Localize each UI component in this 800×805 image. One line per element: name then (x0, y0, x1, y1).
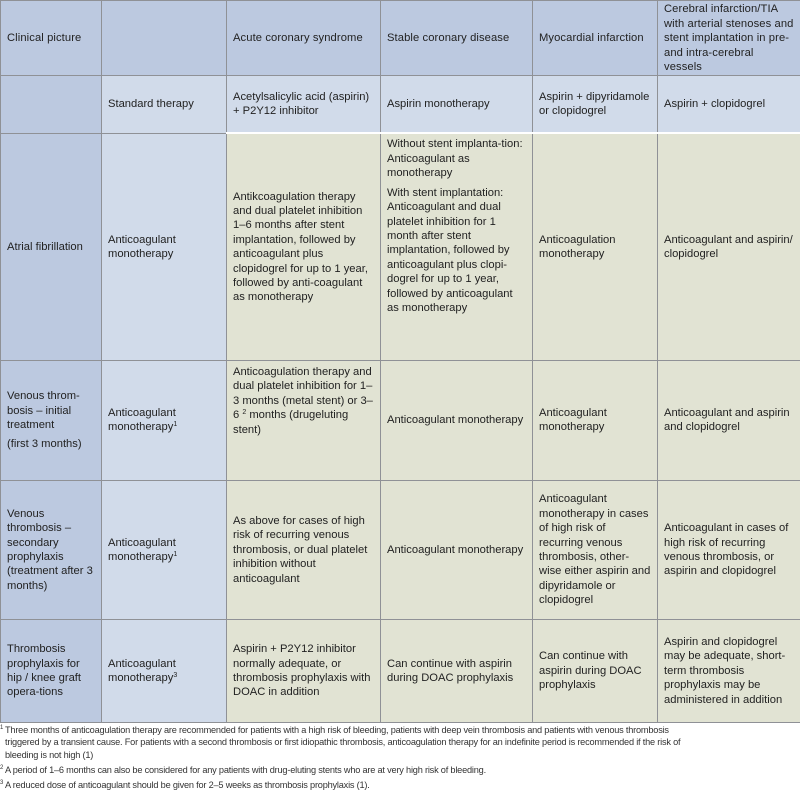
stable-cell: Anticoagulant monotherapy (381, 480, 533, 619)
table-row (1, 619, 800, 722)
footnote-ref: 2 (242, 409, 247, 417)
header-cerebral-infarction: Cerebral infarction/TIA with arterial stenoses and stent implantation in pre- and intra-cerebral vessels (658, 1, 800, 76)
clinical-picture-venous-initial (1, 360, 102, 480)
acs-cell: Antikcoagulation therapy and dual platelet inhibition 1–6 months after stent implantation, followed by anticoagulant plus clopidogrel for up to 1 year, followed by anti-coagulant as monotherapy (227, 133, 381, 360)
footnote-mark: 1 (0, 725, 4, 731)
standard-cell: Anticoagulant monotherapy (102, 133, 227, 360)
cerebral-cell: Anticoagulant and aspirin and clopidogrel (658, 360, 800, 480)
mi-cell: Can continue with aspirin during DOAC prophylaxis (533, 619, 658, 722)
standard-mi: Aspirin + dipyridamole or clopidogrel (533, 75, 658, 133)
footnote-mark: 3 (0, 780, 4, 787)
header-stable-coronary-disease: Stable coronary disease (381, 1, 533, 76)
standard-stable: Aspirin monotherapy (381, 75, 533, 133)
standard-acs: Acetylsalicylic acid (aspirin) + P2Y12 inhibitor (227, 75, 381, 133)
clinical-picture-label: Venous throm-bosis – initial treatment (7, 390, 80, 431)
footnote-mark: 2 (0, 764, 4, 771)
header-blank (102, 1, 227, 76)
clinical-picture-thrombosis-prophylaxis: Thrombosis prophylaxis for hip / knee graft opera-tions (1, 619, 102, 722)
row-label-blank (1, 75, 102, 133)
acs-cell: Aspirin + P2Y12 inhibitor normally adequate, or thrombosis prophylaxis with DOAC in addition (227, 619, 381, 722)
footnote-text: Three months of anticoagulation therapy are recommended for patients with a high risk of bleeding, patients with deep vein thrombosis and patients with venous thrombosis triggered by a transient cause. For patients with a second thrombosis or first idiopathic thrombosis, anticoagulation therapy for an indefinite period is recommended if the risk of bleeding is not high (1) (5, 725, 681, 760)
standard-cell: Anticoagulant monotherapy$^1$ (102, 360, 227, 480)
footnote-ref: 1 (173, 550, 178, 558)
stable-cell (381, 133, 533, 360)
table-row (1, 360, 800, 480)
stable-cell: Anticoagulant monotherapy (381, 360, 533, 480)
stable-cell: Can continue with aspirin during DOAC prophylaxis (381, 619, 533, 722)
standard-therapy-row (1, 75, 800, 133)
acs-cell: As above for cases of high risk of recurring venous thrombosis, or dual platelet inhibition without anticoagulant (227, 480, 381, 619)
table-row (1, 480, 800, 619)
header-acute-coronary-syndrome: Acute coronary syndrome (227, 1, 381, 76)
clinical-picture-note: (first 3 months) (7, 438, 82, 451)
footnote-ref: 3 (173, 671, 178, 679)
clinical-picture-venous-secondary: Venous thrombosis – secondary prophylaxis (treatment after 3 months) (1, 480, 102, 619)
footnote-text: A period of 1–6 months can also be considered for any patients with drug-eluting stents who are at very high risk of bleeding. (5, 764, 486, 775)
header-myocardial-infarction: Myocardial infarction (533, 1, 658, 76)
mi-cell: Anticoagulation monotherapy (533, 133, 658, 360)
mi-cell: Anticoagulant monotherapy in cases of high risk of recurring venous thrombosis, other-wise either aspirin and dipyridamole or clopidogrel (533, 480, 658, 619)
standard-cell: Anticoagulant monotherapy$^3$ (102, 619, 227, 722)
footnote-2 (0, 764, 800, 776)
clinical-picture-atrial-fibrillation: Atrial fibrillation (1, 133, 102, 360)
cerebral-cell: Anticoagulant and aspirin/ clopidogrel (658, 133, 800, 360)
footnotes (0, 724, 800, 794)
header-row (1, 1, 800, 76)
footnote-ref: 1 (173, 421, 178, 429)
footnote-text: A reduced dose of anticoagulant should be given for 2–5 weeks as thrombosis prophylaxis (1). (5, 780, 370, 791)
header-clinical-picture: Clinical picture (1, 1, 102, 76)
cerebral-cell: Aspirin and clopidogrel may be adequate, short-term thrombosis prophylaxis may be administered in addition (658, 619, 800, 722)
cerebral-cell: Anticoagulant in cases of high risk of recurring venous thrombosis, or aspirin and clopidogrel (658, 480, 800, 619)
footnote-1 (0, 724, 800, 761)
acs-cell: Anticoagulation therapy and dual platelet inhibition for 1–3 months (metal stent) or 3–6 $^2$ months (drugeluting stent) (227, 360, 381, 480)
mi-cell: Anticoagulant monotherapy (533, 360, 658, 480)
table-row (1, 133, 800, 360)
standard-cell: Anticoagulant monotherapy$^1$ (102, 480, 227, 619)
standard-therapy-label: Standard therapy (102, 75, 227, 133)
standard-cerebral: Aspirin + clopidogrel (658, 75, 800, 133)
footnote-3 (0, 779, 800, 791)
stable-with-stent: With stent implantation: Anticoagulant and dual platelet inhibition for 1 month after stent implantation, followed by anticoagulant plus clopi-dogrel for up to 1 year, followed by anticoagulant as monotherapy (387, 186, 513, 314)
stable-without-stent: Without stent implanta-tion: Anticoagulant as monotherapy (387, 138, 523, 180)
